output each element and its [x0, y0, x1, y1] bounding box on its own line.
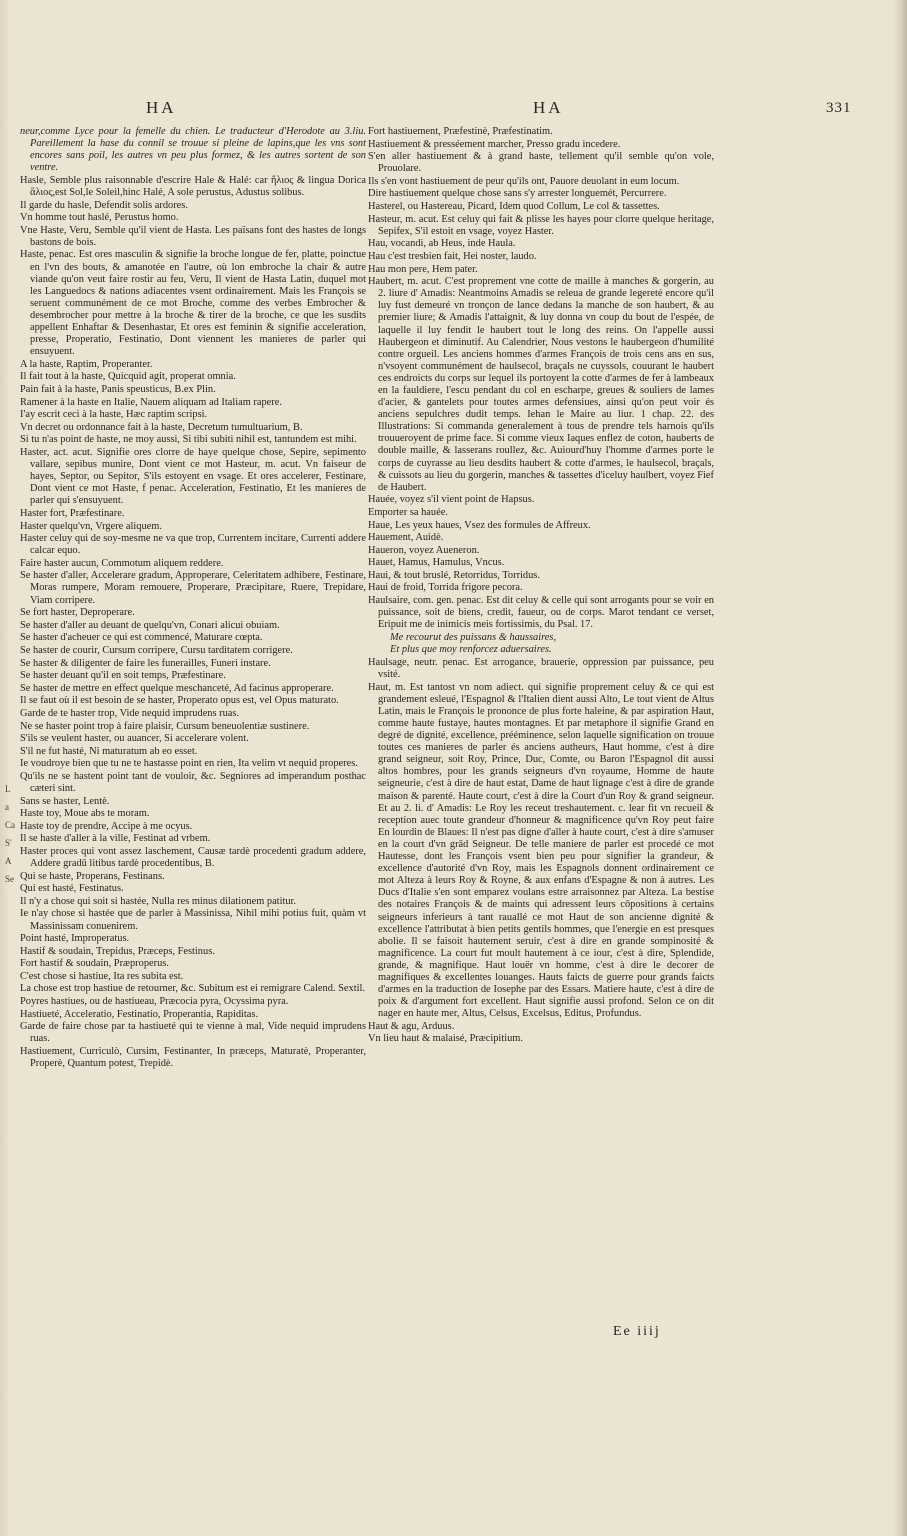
dictionary-headword-entry: Haut, m. Est tantost vn nom adiect. qui signifie proprement celuy & ce qui est grandement esleué, l'Espagnol & l'Italien dient aussi Alto, Le tout vient de Altus Latin, mais le François le prononce de plus forte haleine, & par aspiration Haut, comme haute fustaye, hautes montagnes. Et par metaphore il signifie Grand en degré de dignité, excellence, prééminence, selon laquelle signification on trouue toutes ces manieres de parler és anciens autheurs, Haut homme, c'est à dire grand seigneur, soit Roy, Prince, Duc, Comte, ou Baron l'Espagnol dit aussi altos hombres, pour les grands seigneurs d'vn royaume, Homme de haute seigneurie, c'est à dire de haut estat, Dame de haut lignage c'est à dire de grande maison & parenté. Haute court, c'est à dire la Court d'un Roy & grand seigneur. Et au 2. li. d' Amadis: Le Roy les receut treshautement. c. lear fit vn recueil & reception auec toute grandeur d'honneur & magnificence qu'vn Roy peut faire En lourdin de Blaues: Il n'est pas digne d'aller à haute court, c'est à dire s'amuser en la court d'vn grād Seigneur. De telle maniere de parler est procedé ce mot Hautesse, dont les François vsent bien peu pour signifier la grandeur, & excellence d'autorité d'vn Roy, mais les Espagnols donnent ordinairement ce mot Alteza à leurs Roy & Royne, & aux enfans d'Espagne & non à autres. Les Ducs d'Italie s'en sont emparez voulans estre arraisonnez par Alteza. La bestise des notaires François & de maints qui adressent leurs cōpositions à certains seigneurs inferieurs à tant rauallé ce mot Haut de son ancienne dignité & excellence l'attributat à bien petits gentils hommes, que l'energie en est presques abolie. Il se faisoit hautement seruir, c'est à dire en grande sompinosité & magnificence. La court fut moult hautement à ce iour, c'est à dire, Splendide, grande, & magnifique. Haut louër vn homme, c'est à dire le decorer de magnifiques & excellentes louanges. Hauts faicts de guerre pour grands faicts d'armes en la traduction de Iosephe par des Essars. Matiere haute, c'est à dire de poix & d'argument fort excellent. Haut signifie aussi profond. Selon ce on dit nager en haute mer, Altus, Celsus, Excelsus, Editus, Profundus. — [368, 681, 714, 1020]
right-column — [368, 126, 714, 1046]
dictionary-entry: Ne se haster point trop à faire plaisir, Cursum beneuolentiæ sustinere. — [20, 720, 310, 732]
dictionary-entry: S'en aller hastiuement & à grand haste, tellement qu'il semble qu'on vole, Prouolare. — [368, 151, 714, 175]
dictionary-entry: Se fort haster, Deproperare. — [20, 607, 135, 619]
page-number: 331 — [826, 100, 852, 116]
dictionary-entry: Vn homme tout haslé, Perustus homo. — [20, 212, 179, 224]
dictionary-entry: neur,comme Lyce pour la femelle du chien. Le traducteur d'Herodote au 3.liu. Pareillement la hase du connil se trouue si pleine de lapins,que les vns sont encores sans poil, les autres vn peu plus formez, & les autres sortent de son ventre. — [20, 126, 366, 174]
dictionary-entry: S'ils se veulent haster, ou auancer, Si accelerare volent. — [20, 733, 249, 745]
page-gutter — [0, 0, 10, 1536]
dictionary-headword-entry: Haulsaire, com. gen. penac. Est dit celuy & celle qui sont arrogants pour se voir en puissance, soit de biens, credit, faueur, ou de corps. Marot tendant ce verset, Eripuit me de inimicis meis fortissimis, du Psal. 17. — [368, 595, 714, 631]
dictionary-entry: Faire haster aucun, Commotum aliquem reddere. — [20, 557, 224, 569]
dictionary-entry: Point hasté, Improperatus. — [20, 933, 130, 945]
header-right: HA — [533, 98, 564, 117]
margin-note: Ca — [5, 820, 15, 830]
dictionary-entry: Il se faut où il est besoin de se haster, Properato opus est, vel Opus maturato. — [20, 695, 339, 707]
dictionary-entry: Haste toy, Moue abs te moram. — [20, 808, 150, 820]
dictionary-entry: Hastiuement, Curriculò, Cursim, Festinanter, In præceps, Maturatè, Properanter, Properè, Quantum potest, Trepidè. — [20, 1045, 366, 1070]
dictionary-entry: Se haster d'aller, Accelerare gradum, Approperare, Celeritatem adhibere, Festinare, Moras rumpere, Moram remouere, Properare, Præcipitare, Ruere, Trepidare, Viam corripere. — [20, 570, 366, 606]
dictionary-entry: Qu'ils ne se hastent point tant de vouloir, &c. Segniores ad imperandum posthac cæteri sint. — [20, 770, 366, 794]
dictionary-headword-entry: Hasteur, m. acut. Est celuy qui fait & plisse les hayes pour clorre quelque heritage, Sepifex, S'il estoit en vsage, voyez Haster. — [368, 213, 714, 237]
dictionary-entry: Se haster & diligenter de faire les funerailles, Funeri instare. — [20, 657, 271, 669]
dictionary-headword-entry: Haubert, m. acut. C'est proprement vne cotte de maille à manches & gorgerin, au 2. liure d' Amadis: Neantmoins Amadis se releua de grande legereté encore qu'il luy fust demeuré vn tronçon de lance dedans la manche de son haubert, & au premier liure; & Amadis l'attaignit, & luy donna vn coup du bout de l'espée, de laquelle il luy fendit le haubert tout le long des reins. On l'appelle aussi Haubergeon et diminutif. Au Calendrier, Nous vestons le haubergeon d'humilité contre orgueil. Les anciens hommes d'armes François de trois cens ans en sus, n'vsoyent communément de haulsecol, braçals ne cuyssols, couurant le haubert ces endroicts du corps sur lequel ils portoyent la cotte d'armes de fer à lambeaux en la fauldiere, l'escu pendant du col en escharpe, greues & souliers de lames d'acier, & gantelets pour toutes armes defensiues, ainsi qu'on peut voir és anciens sepulchres dudit temps. Iehan le Maire au liur. 1 chap. 22. des Illustrations: Si commanda generalement à tous de prendre tels harnois qu'ils trouueroyent de prime face. Si comme vieux Iaques enflez de coton, hauberts de double maille, & lasserans roullez, &c. Auiourd'huy l'homme d'armes porte le corps de cuyrasse au lieu desdits haubert & cotte d'armes, le haulsecol, braçals, & cuissots au lieu du gorgerin, manches & tassettes d'iceluy haulbert, voyez Fief de Haubert. — [368, 276, 714, 493]
dictionary-entry: Qui est hasté, Festinatus. — [20, 883, 124, 895]
dictionary-entry: Il n'y a chose qui soit si hastée, Nulla res minus dilationem patitur. — [20, 895, 297, 907]
dictionary-entry: Hastif & soudain, Trepidus, Præceps, Festinus. — [20, 945, 215, 957]
dictionary-entry: Se haster de mettre en effect quelque meschanceté, Ad facinus approperare. — [20, 682, 334, 694]
dictionary-entry: La chose est trop hastiue de retourner, &c. Subitum est ei remigrare Calend. Sextil. — [20, 983, 365, 995]
dictionary-headword-entry: Hasle, Semble plus raisonnable d'escrire Hale & Halé: car ἥλιος & lingua Dorica ἅλιος,est Sol,le Soleil,hinc Halé, A sole perustus, Adustus solibus. — [20, 174, 366, 198]
dictionary-headword-entry: Haui, & tout bruslé, Retorridus, Torridus. — [368, 569, 540, 581]
dictionary-entry: Haster fort, Præfestinare. — [20, 507, 125, 519]
running-header — [0, 98, 907, 122]
dictionary-entry: Haster celuy qui de soy-mesme ne va que trop, Currentem incitare, Currenti addere calcar equo. — [20, 533, 366, 557]
dictionary-entry: S'il ne fut hasté, Ni maturatum ab eo esset. — [20, 745, 198, 757]
dictionary-entry: Pain fait à la haste, Panis speusticus, B.ex Plin. — [20, 383, 216, 395]
dictionary-headword-entry: Hauée, voyez s'il vient point de Hapsus. — [368, 494, 535, 506]
margin-note: L — [5, 784, 11, 794]
left-column — [20, 126, 366, 1071]
dictionary-entry: A la haste, Raptim, Properanter. — [20, 358, 153, 370]
dictionary-entry: Ramener à la haste en Italie, Nauem aliquam ad Italiam rapere. — [20, 396, 282, 408]
dictionary-entry: Garde de faire chose par ta hastiueté qui te vienne à mal, Vide nequid imprudens ruas. — [20, 1021, 366, 1045]
dictionary-entry: Ie n'ay chose si hastée que de parler à Massinissa, Nihil mihi potius fuit, quàm vt Massinissam conuenirem. — [20, 908, 366, 932]
dictionary-entry: Haui de froid, Torrida frigore pecora. — [368, 582, 523, 594]
dictionary-entry: Hastiueté, Acceleratio, Festinatio, Properantia, Rapiditas. — [20, 1008, 259, 1020]
dictionary-entry: Haster quelqu'vn, Vrgere aliquem. — [20, 520, 162, 532]
dictionary-entry: Vne Haste, Veru, Semble qu'il vient de Hasta. Les païsans font des hastes de longs bastons de bois. — [20, 224, 366, 248]
signature-mark: Ee iiij — [613, 1324, 661, 1339]
dictionary-entry: Sans se haster, Lentè. — [20, 795, 110, 807]
dictionary-entry: Il se haste d'aller à la ville, Festinat ad vrbem. — [20, 833, 211, 845]
dictionary-headword-entry: Hauet, Hamus, Hamulus, Vncus. — [368, 557, 505, 569]
dictionary-entry: Hau c'est tresbien fait, Hei noster, laudo. — [368, 250, 537, 262]
dictionary-entry: Haster, act. acut. Signifie ores clorre de haye quelque chose, Sepire, sepimento vallare, sepibus munire, Dont vient ce mot Hasteur, m. acut. Vn faiseur de hayes, Septor, ou Sepitor, S'ils estoyent en vsage. Et ores accelerer, Festinare, Dont vient ce mot Haste, f penac. Acceleration, Festinatio, Et les manieres de parler qui s'ensuyuent. — [20, 446, 366, 507]
dictionary-entry: Emporter sa hauée. — [368, 506, 448, 518]
dictionary-entry: Se haster deuant qu'il en soit temps, Præfestinare. — [20, 670, 226, 682]
dictionary-entry: Me recourut des puissans & haussaires, — [390, 631, 557, 643]
dictionary-entry: Vn decret ou ordonnance fait à la haste, Decretum tumultuarium, B. — [20, 421, 303, 433]
margin-note: a — [5, 802, 9, 812]
dictionary-entry: Haster proces qui vont assez laschement, Causæ tardè procedenti gradum addere, Addere gradū litibus tardè procedentibus, B. — [20, 845, 366, 870]
dictionary-headword-entry: Haulsage, neutr. penac. Est arrogance, brauerie, oppression par puissance, peu vsité. — [368, 657, 714, 681]
dictionary-entry: Haut & agu, Arduus. — [368, 1020, 455, 1032]
dictionary-entry: C'est chose si hastiue, Ita res subita est. — [20, 970, 184, 982]
dictionary-entry: Dire hastiuement quelque chose sans s'y arrester longuemét, Percurrere. — [368, 188, 667, 200]
dictionary-entry: Se haster d'acheuer ce qui est commencé, Maturare cœpta. — [20, 632, 263, 644]
dictionary-headword-entry: Haue, Les yeux haues, Vsez des formules de Affreux. — [368, 519, 591, 531]
dictionary-entry: Fort hastiuement, Præfestinè, Præfestinatim. — [368, 126, 553, 137]
dictionary-entry: Garde de te haster trop, Vide nequid imprudens ruas. — [20, 707, 240, 719]
dictionary-entry: Haste toy de prendre, Accipe à me ocyus. — [20, 820, 193, 832]
margin-note: S' — [5, 838, 12, 848]
dictionary-headword-entry: Haste, penac. Est ores masculin & signifie la broche longue de fer, platte, poinctue en l'vn des bouts, & amanotée en l'autre, où lon embroche la chair & autre viande qu'on veut faire rostir au feu, Veru, Il vient de Hasta Latin, duquel mot les Languedocs & nations adiacentes vsent ordinairement. Mais les François se seruent communément de ce mot Broche, comme des verbes Embrocher & desembrocher pour mettre à la broche & tirer de la broche, ce que les susdits appellent Enhaftar & Desenhastar, Et ores est feminin & signifie acceleration, presse, Properatio, Festinatio, Dont viennent les manieres de parler qui ensuyuent. — [20, 249, 366, 358]
dictionary-entry: Ie voudroye bien que tu ne te hastasse point en rien, Ita velim vt nequid properes. — [20, 758, 358, 770]
header-left: HA — [146, 98, 177, 117]
dictionary-entry: Il fait tout à la haste, Quicquid agit, properat omnia. — [20, 371, 236, 383]
dictionary-headword-entry: Hau, vocandi, ab Heus, inde Haula. — [368, 238, 516, 250]
dictionary-entry: Hastiuement & presséement marcher, Presso gradu incedere. — [368, 138, 621, 150]
dictionary-headword-entry: Hasterel, ou Hastereau, Picard, Idem quod Collum, Le col & tassettes. — [368, 201, 660, 213]
dictionary-entry: Ils s'en vont hastiuement de peur qu'ils ont, Pauore deuolant in eum locum. — [368, 175, 680, 187]
dictionary-entry: Hau mon pere, Hem pater. — [368, 263, 478, 275]
margin-note: Se — [5, 874, 14, 884]
page-edge — [893, 0, 907, 1536]
dictionary-entry: Se haster de courir, Cursum corripere, Cursu tarditatem corrigere. — [20, 644, 293, 656]
dictionary-entry: Il garde du hasle, Defendit solis ardores. — [20, 199, 188, 211]
margin-note: A — [5, 856, 12, 866]
margin-annotations — [5, 780, 19, 888]
dictionary-entry: Qui se haste, Properans, Festinans. — [20, 870, 165, 882]
dictionary-entry: I'ay escrit ceci à la haste, Hæc raptim scripsi. — [20, 409, 208, 421]
dictionary-entry: Et plus que moy renforcez aduersaires. — [390, 644, 552, 656]
dictionary-headword-entry: Haueron, voyez Aueneron. — [368, 544, 480, 556]
dictionary-entry: Se haster d'aller au deuant de quelqu'vn, Conari alicui obuiam. — [20, 619, 280, 631]
dictionary-entry: Poyres hastiues, ou de hastiueau, Præcocia pyra, Ocyssima pyra. — [20, 996, 289, 1008]
dictionary-entry: Hauement, Auidè. — [368, 532, 444, 544]
dictionary-entry: Fort hastif & soudain, Præproperus. — [20, 958, 169, 970]
dictionary-entry: Vn lieu haut & malaisé, Præcipitium. — [368, 1033, 523, 1045]
dictionary-entry: Si tu n'as point de haste, ne moy aussi, Si tibi subiti nihil est, tantundem est mihi. — [20, 434, 357, 446]
